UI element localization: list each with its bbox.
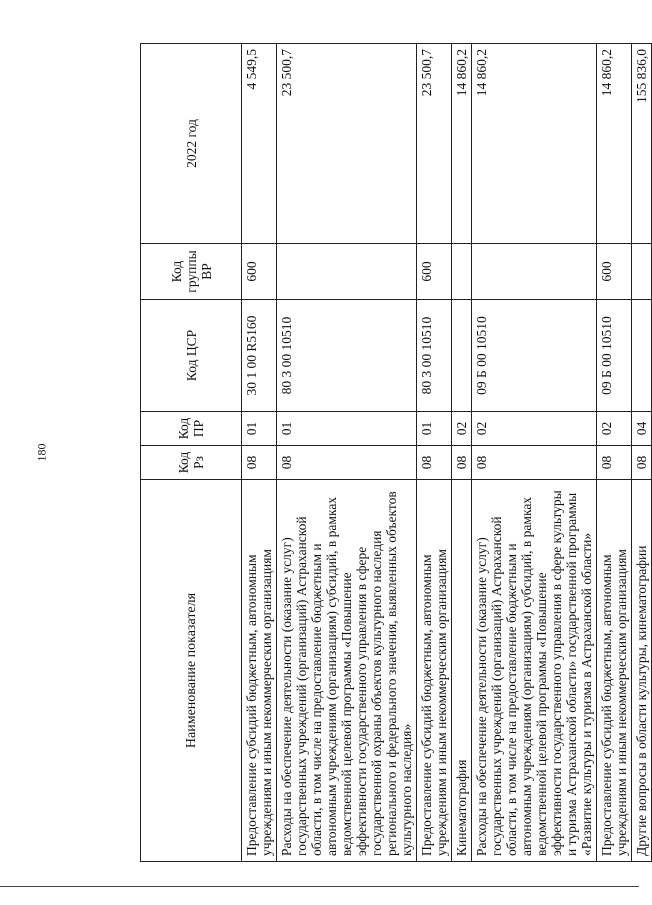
row-pr: 01 (417, 412, 452, 446)
header-vr: Код группы ВР (141, 244, 242, 300)
table-row (597, 44, 632, 862)
table-row (632, 44, 652, 862)
page-number: 180 (34, 443, 49, 462)
row-amount: 155 836,0 (632, 44, 652, 244)
row-rz: 08 (417, 446, 452, 480)
row-vr: 600 (417, 244, 452, 300)
row-amount: 4 549,5 (242, 44, 277, 244)
row-csr: 80 3 00 10510 (277, 300, 417, 412)
row-name: Предоставление субсидий бюджетным, автономным учреждениям и иным некоммерческим организациям (417, 480, 452, 862)
row-csr (632, 300, 652, 412)
table-row (452, 44, 472, 862)
row-name: Кинематография (452, 480, 472, 862)
row-pr: 02 (597, 412, 632, 446)
budget-table (140, 43, 652, 862)
row-rz: 08 (472, 446, 597, 480)
row-csr: 09 Б 00 10510 (597, 300, 632, 412)
row-amount: 14 860,2 (597, 44, 632, 244)
row-csr: 30 1 00 R5160 (242, 300, 277, 412)
row-name: Расходы на обеспечение деятельности (оказание услуг) государственных учреждений (организаций) Астраханской области, в том числе на предоставление бюджетным и автономным учреждениям (организациям) субсидий, в рамках ведомственной целевой программы «Повышение эффективности государственного управления в сфере культуры и туризма Астраханской области» государственной программы «Развитие культуры и туризма в Астраханской области» (472, 480, 597, 862)
row-amount: 23 500,7 (277, 44, 417, 244)
row-name: Другие вопросы в области культуры, кинематографии (632, 480, 652, 862)
row-name: Расходы на обеспечение деятельности (оказание услуг) государственных учреждений (организаций) Астраханской области, в том числе на предоставление бюджетным и автономным учреждениям (организациям) субсидий, в рамках ведомственной целевой программы «Повышение эффективности государственного управления в сфере государственной охраны объектов культурного наследия регионального и федерального значения, выявленных объектов культурного наследия» (277, 480, 417, 862)
row-rz: 08 (277, 446, 417, 480)
row-name: Предоставление субсидий бюджетным, автономным учреждениям и иным некоммерческим организациям (242, 480, 277, 862)
row-csr (452, 300, 472, 412)
table-row (417, 44, 452, 862)
row-vr: 600 (597, 244, 632, 300)
row-pr: 04 (632, 412, 652, 446)
row-vr: 600 (242, 244, 277, 300)
header-rz: Код Рз (141, 446, 242, 480)
row-rz: 08 (242, 446, 277, 480)
row-amount: 14 860,2 (472, 44, 597, 244)
row-amount: 14 860,2 (452, 44, 472, 244)
row-name: Предоставление субсидий бюджетным, автономным учреждениям и иным некоммерческим организациям (597, 480, 632, 862)
table-row (472, 44, 597, 862)
row-csr: 80 3 00 10510 (417, 300, 452, 412)
row-vr (277, 244, 417, 300)
header-year: 2022 год (141, 44, 242, 244)
budget-table-container (140, 44, 649, 862)
row-pr: 01 (242, 412, 277, 446)
header-name: Наименование показателя (141, 480, 242, 862)
row-vr (452, 244, 472, 300)
table-row (277, 44, 417, 862)
page-bottom-divider (0, 886, 639, 887)
row-pr: 02 (452, 412, 472, 446)
row-rz: 08 (632, 446, 652, 480)
row-vr (632, 244, 652, 300)
row-rz: 08 (597, 446, 632, 480)
row-rz: 08 (452, 446, 472, 480)
row-amount: 23 500,7 (417, 44, 452, 244)
header-pr: Код ПР (141, 412, 242, 446)
row-vr (472, 244, 597, 300)
table-row (242, 44, 277, 862)
row-csr: 09 Б 00 10510 (472, 300, 597, 412)
table-header-row (141, 44, 242, 862)
header-csr: Код ЦСР (141, 300, 242, 412)
row-pr: 02 (472, 412, 597, 446)
rotated-page-content (140, 44, 649, 862)
row-pr: 01 (277, 412, 417, 446)
